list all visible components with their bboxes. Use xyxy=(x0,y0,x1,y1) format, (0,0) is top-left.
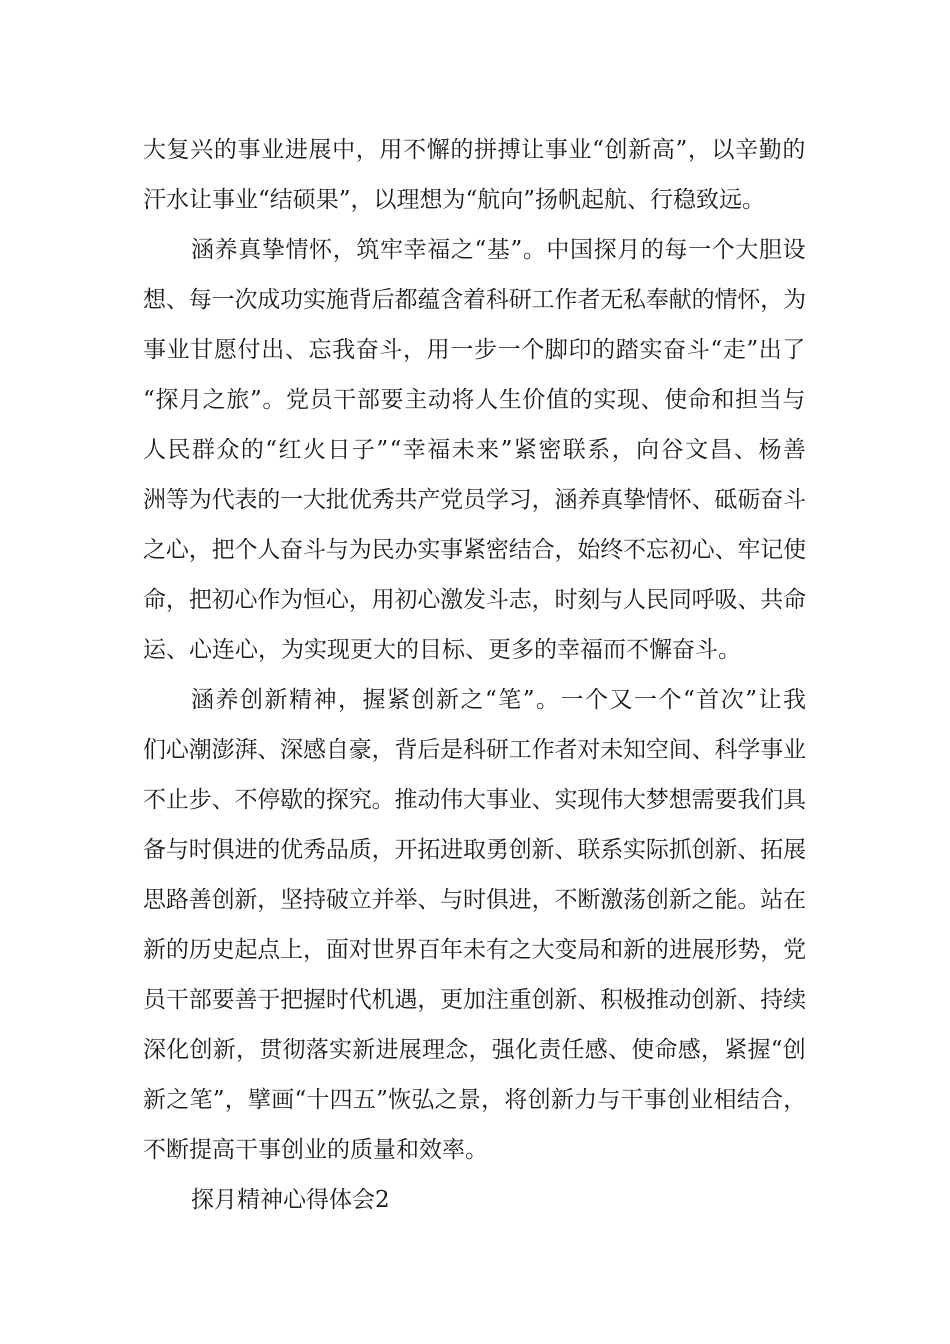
text-line: 们心潮澎湃、深感自豪，背后是科研工作者对未知空间、科学事业 xyxy=(143,737,806,763)
text-line: 员干部要善于把握时代机遇，更加注重创新、积极推动创新、持续 xyxy=(143,987,806,1013)
text-line: 不止步、不停歇的探究。推动伟大事业、实现伟大梦想需要我们具 xyxy=(143,787,806,813)
text-line: “探月之旅”。党员干部要主动将人生价值的实现、使命和担当与 xyxy=(143,387,807,413)
text-line: 涵养真挚情怀，筑牢幸福之“基”。中国探月的每一个大胆设 xyxy=(191,237,807,263)
text-line: 事业甘愿付出、忘我奋斗，用一步一个脚印的踏实奋斗“走”出了 xyxy=(143,337,807,363)
text-line: 之心，把个人奋斗与为民办实事紧密结合，始终不忘初心、牢记使 xyxy=(143,537,806,563)
text-line: 新的历史起点上，面对世界百年未有之大变局和新的进展形势，党 xyxy=(143,937,806,963)
text-line: 新之笔”，擘画“十四五”恢弘之景，将创新力与干事创业相结合， xyxy=(143,1087,807,1113)
text-line: 思路善创新，坚持破立并举、与时俱进，不断激荡创新之能。站在 xyxy=(143,887,806,913)
text-line: 涵养创新精神，握紧创新之“笔”。一个又一个“首次”让我 xyxy=(191,687,808,713)
text-line: 不断提高干事创业的质量和效率。 xyxy=(143,1137,488,1163)
text-line: 汗水让事业“结硕果”，以理想为“航向”扬帆起航、行稳致远。 xyxy=(143,187,766,213)
text-line: 命，把初心作为恒心，用初心激发斗志，时刻与人民同呼吸、共命 xyxy=(143,587,806,613)
text-line: 备与时俱进的优秀品质，开拓进取勇创新、联系实际抓创新、拓展 xyxy=(143,837,806,863)
text-line: 大复兴的事业进展中，用不懈的拼搏让事业“创新高”，以辛勤的 xyxy=(143,137,807,163)
text-line: 深化创新，贯彻落实新进展理念，强化责任感、使命感，紧握“创 xyxy=(143,1037,807,1063)
text-line: 人民群众的“红火日子”“幸福未来”紧密联系，向谷文昌、杨善 xyxy=(143,437,808,463)
text-line: 运、心连心，为实现更大的目标、更多的幸福而不懈奋斗。 xyxy=(143,637,741,663)
text-line: 洲等为代表的一大批优秀共产党员学习，涵养真挚情怀、砥砺奋斗 xyxy=(143,487,806,513)
section-heading: 探月精神心得体会2 xyxy=(191,1187,390,1213)
text-line: 想、每一次成功实施背后都蕴含着科研工作者无私奉献的情怀，为 xyxy=(143,287,806,313)
